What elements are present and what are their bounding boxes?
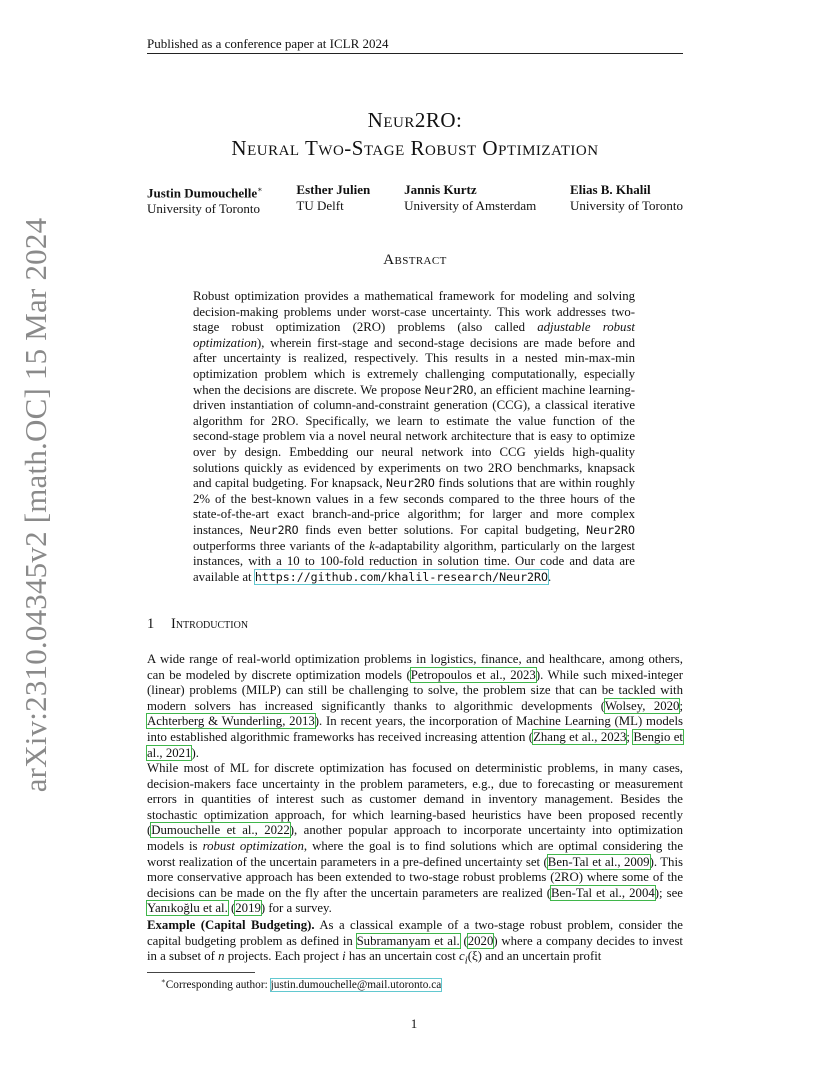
abstract-text: , an efficient machine learning-driven instantiation of column-and-constraint generation (CCG), a classical iterative algorithm for 2RO. Specifically, we learn to estimate the value function of the second-stage problem via a novel neural network architecture that is easy to optimize over by design. Embedding our neural network into CCG yields high-quality solutions quickly as evidenced by experiments on two 2RO benchmarks, knapsack and capital budgeting. For knapsack, bbox=[193, 382, 635, 491]
paragraph-text: ) where a company decides to invest in a subset of bbox=[147, 933, 683, 964]
running-header: Published as a conference paper at ICLR 2024 bbox=[147, 36, 389, 51]
author-affiliation: University of Amsterdam bbox=[404, 198, 537, 213]
section-number: 1 bbox=[147, 616, 155, 632]
citation-link[interactable]: Ben-Tal et al., 2004 bbox=[551, 885, 655, 900]
abstract-text: finds solutions that are within roughly 2% of the best-known values in a few seconds compared to the three hours of the state-of-the-art exact branch-and-price algorithm; for larger and more complex instances, bbox=[193, 476, 635, 537]
citation-link[interactable]: Wolsey, 2020 bbox=[605, 698, 680, 713]
author-4 bbox=[570, 182, 683, 217]
paragraph-text: ). bbox=[191, 745, 199, 760]
author-2 bbox=[296, 182, 370, 217]
method-name: Neur2RO bbox=[424, 382, 474, 397]
paragraph-3 bbox=[147, 918, 683, 969]
citation-link[interactable]: Achterberg & Wunderling, 2013 bbox=[147, 714, 315, 729]
paragraph-text: ). In recent years, the incorporation of Machine Learning (ML) models into established algorithmic frameworks has received increasing attention ( bbox=[147, 714, 683, 744]
paragraph-text: ), another popular approach to incorporate uncertainty into optimization models is bbox=[147, 823, 683, 853]
citation-link[interactable]: 2019 bbox=[235, 901, 261, 916]
citation-link[interactable]: 2020 bbox=[467, 933, 494, 948]
paragraph-text: ( bbox=[459, 933, 468, 948]
code-url-link[interactable]: https://github.com/khalil-research/Neur2RO bbox=[254, 569, 548, 584]
paragraph-2 bbox=[147, 761, 683, 917]
author-name: Justin Dumouchelle bbox=[147, 185, 258, 201]
title-line-1: Neur2RO: bbox=[367, 108, 463, 132]
paragraph-text: projects. Each project bbox=[224, 949, 343, 964]
abstract-text: . bbox=[548, 569, 552, 584]
abstract-text: -adaptability algorithm, particularly on the largest instances, with a 10 to 100-fold reduction in solution time. Our code and data are available at bbox=[193, 538, 635, 584]
section-heading bbox=[147, 616, 248, 633]
author-affiliation: University of Toronto bbox=[147, 201, 260, 217]
paragraph-text: As a classical example of a two-stage robust problem, consider the capital budgeting problem as defined in bbox=[147, 918, 683, 948]
citation-link[interactable]: Ben-Tal et al., 2009 bbox=[547, 854, 650, 869]
paragraph-1 bbox=[147, 652, 683, 761]
abstract-body bbox=[193, 289, 635, 585]
paragraph-text: , where the goal is to find solutions which are optimal considering the worst realization of the uncertain parameters in a pre-defined uncertainty set ( bbox=[147, 838, 684, 869]
footnote-rule bbox=[147, 972, 255, 973]
citation-link[interactable]: Subramanyam et al. bbox=[356, 933, 460, 948]
author-3 bbox=[404, 182, 536, 217]
paragraph-text: ). This more conservative approach has been extended to two-stage robust problems (2RO) where some of the decisions can be made on the fly after the uncertain parameters are realized ( bbox=[147, 854, 683, 900]
paragraph-text: A wide range of real-world optimization problems in logistics, finance, and healthcare, among others, can be modeled by discrete optimization models ( bbox=[147, 652, 683, 682]
abstract-text: Robust optimization provides a mathematical framework for modeling and solving decision-making problems under worst-case uncertainty. This work addresses two-stage robust optimization (2RO) problems (also called bbox=[193, 289, 635, 335]
section-title: Introduction bbox=[171, 616, 249, 632]
citation-link[interactable]: Petropoulos et al., 2023 bbox=[410, 667, 536, 682]
footnote-text: Corresponding author: bbox=[165, 978, 271, 991]
citation-link[interactable]: Dumouchelle et al., 2022 bbox=[151, 823, 290, 838]
paper-title bbox=[147, 106, 683, 162]
paragraph-text: While most of ML for discrete optimization has focused on deterministic problems, in many cases, decision-makers face uncertainty in the problem parameters, e.g., due to forecasting or measurement errors in quantities of interest such as customer demand in inventory management. Besides the stochastic optimization approach, for which learning-based heuristics have been proposed recently ( bbox=[147, 761, 683, 838]
paragraph-text: ( bbox=[227, 901, 236, 916]
author-1 bbox=[147, 182, 263, 217]
method-name: Neur2RO bbox=[586, 522, 636, 537]
citation-link[interactable]: Bengio et al., 2021 bbox=[147, 729, 683, 760]
author-affiliation: University of Toronto bbox=[570, 198, 683, 213]
citation-link[interactable]: Yanıkoğlu et al. bbox=[147, 901, 228, 916]
abstract-emphasis: adjustable robust optimization bbox=[193, 320, 635, 350]
author-name: Elias B. Khalil bbox=[570, 182, 651, 197]
email-link[interactable]: justin.dumouchelle@mail.utoronto.ca bbox=[270, 978, 442, 991]
method-name: Neur2RO bbox=[386, 476, 435, 491]
citation-link[interactable]: Zhang et al., 2023 bbox=[533, 729, 627, 744]
paragraph-text: ; bbox=[679, 698, 683, 713]
math-c: c bbox=[459, 949, 465, 964]
paragraph-text: has an uncertain cost bbox=[345, 949, 460, 964]
example-label: Example (Capital Budgeting). bbox=[147, 918, 315, 932]
math-k: k bbox=[369, 538, 375, 553]
footnote-mark: ∗ bbox=[161, 977, 166, 985]
method-name: Neur2RO bbox=[249, 522, 299, 537]
emphasis: robust optimization bbox=[202, 838, 304, 853]
author-name: Esther Julien bbox=[296, 182, 371, 197]
arxiv-sidebar bbox=[16, 217, 56, 793]
paragraph-text: ). While such mixed-integer (linear) problems (MILP) can still be challenging to solve, the problem size that can be tackled with modern solvers has increased significantly thanks to algorithmic developments ( bbox=[147, 667, 684, 713]
header-rule bbox=[147, 53, 683, 54]
author-mark: ∗ bbox=[257, 185, 263, 194]
math-i: i bbox=[342, 949, 346, 964]
math-sub-i: i bbox=[464, 955, 468, 967]
title-line-2: Neural Two-Stage Robust Optimization bbox=[231, 136, 599, 160]
math-xi: (ξ) bbox=[467, 949, 482, 964]
paragraph-text: ); see bbox=[654, 885, 683, 900]
author-name: Jannis Kurtz bbox=[404, 182, 477, 197]
footnote bbox=[161, 977, 441, 991]
page-number: 1 bbox=[410, 1016, 418, 1031]
math-n: n bbox=[218, 949, 225, 964]
abstract-heading: Abstract bbox=[383, 252, 447, 268]
author-block bbox=[147, 182, 683, 217]
abstract-text: ), wherein first-stage and second-stage decisions are made before and after uncertainty is realized, respectively. This results in a nested min-max-min optimization problem which is extremely challenging computationally, especially when the decisions are discrete. We propose bbox=[193, 335, 635, 397]
paragraph-text: ) for a survey. bbox=[260, 901, 332, 916]
author-affiliation: TU Delft bbox=[296, 198, 344, 213]
paragraph-text: and an uncertain profit bbox=[481, 949, 602, 964]
paragraph-text: ; bbox=[626, 729, 634, 744]
abstract-text: outperforms three variants of the bbox=[193, 538, 370, 553]
arxiv-id: arXiv:2310.04345v2 [math.OC] 15 Mar 2024 bbox=[18, 217, 53, 793]
abstract-text: finds even better solutions. For capital budgeting, bbox=[298, 522, 587, 537]
